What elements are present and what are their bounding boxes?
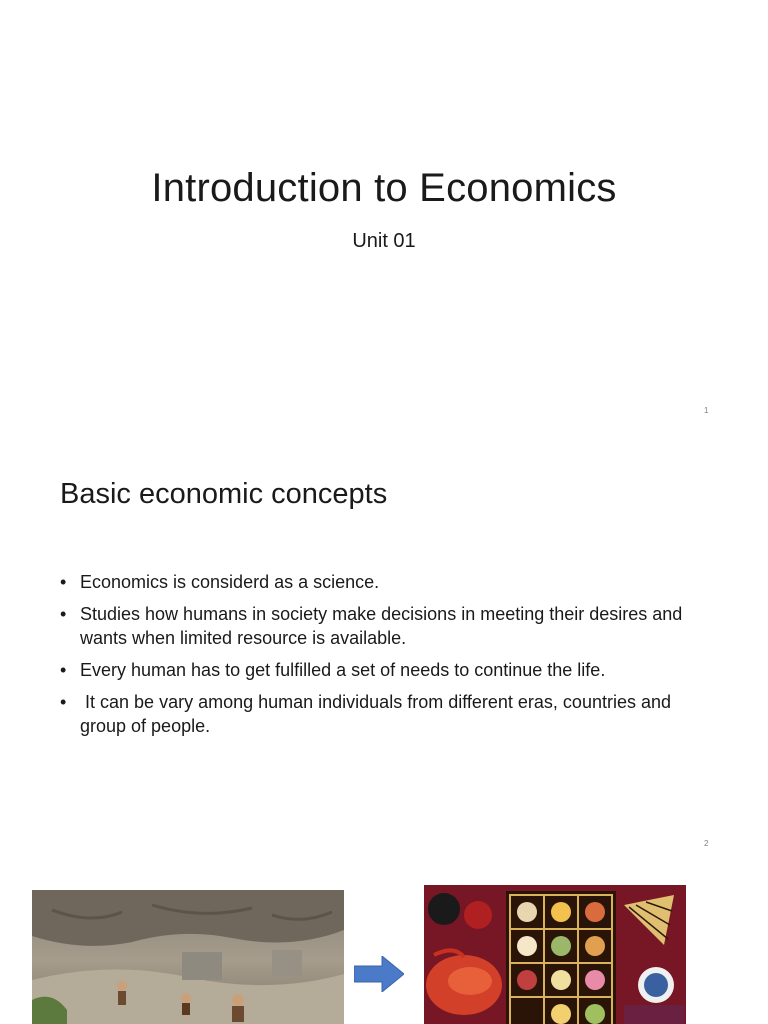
right-arrow-icon (354, 956, 404, 992)
bullet-icon: • (60, 692, 67, 712)
list-item: • Studies how humans in society make decisions in meeting their desires and wants when limited resource is available. (60, 604, 683, 648)
bullet-icon: • (60, 604, 67, 624)
list-item: • Every human has to get fulfilled a set of needs to continue the life. (60, 660, 606, 680)
bullet-icon: • (60, 572, 67, 592)
concepts-slide (0, 432, 768, 864)
list-item: • It can be vary among human individuals from different eras, countries and group of people. (60, 692, 677, 736)
needs-evolution-slide (0, 864, 768, 1024)
list-item: • Economics is considerd as a science. (60, 572, 380, 592)
slide-title: Introduction to Economics (151, 166, 617, 210)
food-platter-photo (424, 885, 686, 1024)
slide-number: 1 (704, 406, 709, 415)
slide-heading: Basic economic concepts (60, 478, 388, 510)
slide-number: 2 (704, 839, 709, 848)
slide-subtitle: Unit 01 (352, 230, 416, 252)
title-slide (0, 0, 768, 432)
bullet-list (60, 570, 720, 746)
cave-dwellers-photo (32, 890, 344, 1024)
bullet-icon: • (60, 660, 67, 680)
